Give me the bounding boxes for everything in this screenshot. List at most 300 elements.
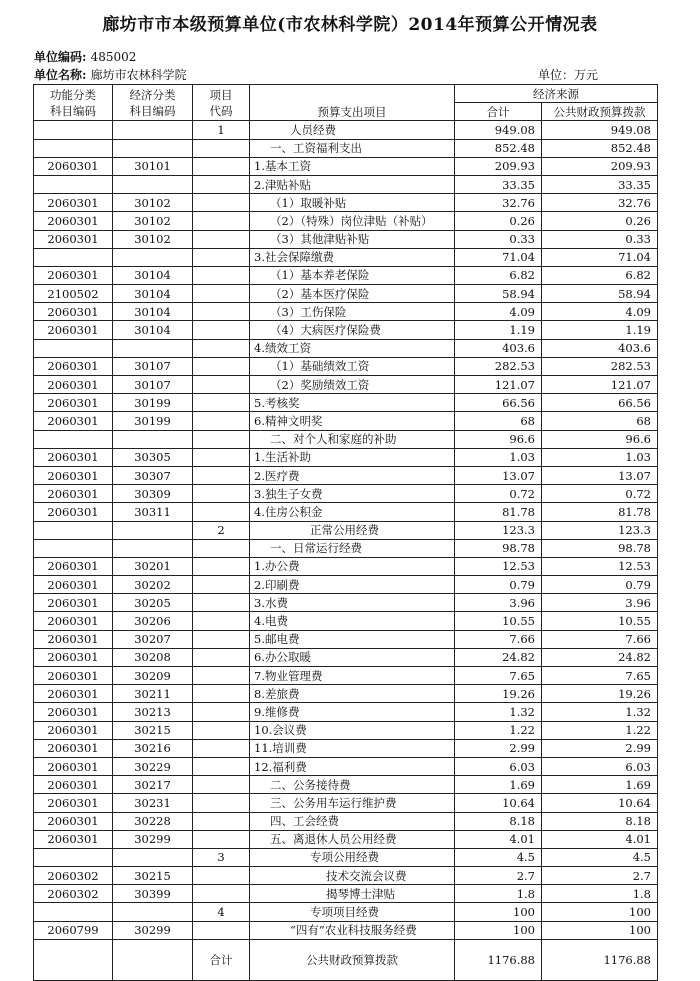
public-cell: 0.79	[542, 576, 658, 594]
item-cell: 3.独生子女费	[250, 485, 455, 503]
func-code-cell	[34, 848, 113, 866]
item-cell: （3）其他津贴补贴	[250, 230, 455, 248]
proj-code-cell	[193, 721, 250, 739]
public-cell: 4.01	[542, 830, 658, 848]
econ-code-cell: 30213	[113, 703, 193, 721]
proj-code-cell	[193, 830, 250, 848]
table-row	[34, 885, 658, 903]
func-code-cell: 2060302	[34, 885, 113, 903]
public-cell: 2.7	[542, 867, 658, 885]
func-code-cell: 2060301	[34, 485, 113, 503]
public-cell: 1.8	[542, 885, 658, 903]
total-cell: 8.18	[455, 812, 542, 830]
item-cell: 揭琴博士津贴	[250, 885, 455, 903]
table-row	[34, 539, 658, 557]
public-cell: 121.07	[542, 376, 658, 394]
total-cell: 4.01	[455, 830, 542, 848]
public-cell: 403.6	[542, 339, 658, 357]
public-cell: 3.96	[542, 594, 658, 612]
item-cell: （4）大病医疗保险费	[250, 321, 455, 339]
public-cell: 1.32	[542, 703, 658, 721]
econ-code-cell	[113, 430, 193, 448]
total-cell: 7.66	[455, 630, 542, 648]
proj-code-cell	[193, 194, 250, 212]
public-cell: 10.55	[542, 612, 658, 630]
econ-code-cell: 30208	[113, 648, 193, 666]
proj-code-cell	[193, 175, 250, 193]
header-econ	[113, 85, 193, 121]
table-row	[34, 721, 658, 739]
total-cell: 121.07	[455, 376, 542, 394]
public-cell: 1.03	[542, 448, 658, 466]
table-row	[34, 376, 658, 394]
econ-code-cell	[113, 248, 193, 266]
func-code-cell: 2060301	[34, 794, 113, 812]
item-cell: 11.培训费	[250, 739, 455, 757]
func-code-cell: 2060301	[34, 776, 113, 794]
func-code-cell: 2060301	[34, 685, 113, 703]
public-cell: 33.35	[542, 175, 658, 193]
proj-code-cell	[193, 357, 250, 375]
table-row	[34, 157, 658, 175]
econ-code-cell: 30216	[113, 739, 193, 757]
total-empty-2	[113, 939, 193, 980]
proj-code-cell	[193, 685, 250, 703]
public-cell: 1.69	[542, 776, 658, 794]
item-cell: （2）基本医疗保险	[250, 285, 455, 303]
public-cell: 71.04	[542, 248, 658, 266]
total-cell: 58.94	[455, 285, 542, 303]
func-code-cell: 2060301	[34, 576, 113, 594]
header-func-line1: 功能分类	[50, 87, 96, 102]
table-row	[34, 321, 658, 339]
public-cell: 100	[542, 903, 658, 921]
item-cell: （1）基础绩效工资	[250, 357, 455, 375]
total-cell: 123.3	[455, 521, 542, 539]
func-code-cell: 2060301	[34, 466, 113, 484]
item-cell: 1.办公费	[250, 557, 455, 575]
public-cell: 0.72	[542, 485, 658, 503]
table-row	[34, 648, 658, 666]
func-code-cell: 2060301	[34, 594, 113, 612]
item-cell: 3.社会保障缴费	[250, 248, 455, 266]
total-cell: 1.19	[455, 321, 542, 339]
table-row	[34, 921, 658, 939]
func-code-cell: 2100502	[34, 285, 113, 303]
econ-code-cell: 30307	[113, 466, 193, 484]
func-code-cell: 2060301	[34, 739, 113, 757]
total-cell: 0.72	[455, 485, 542, 503]
total-cell: 4.5	[455, 848, 542, 866]
header-total: 合计	[455, 103, 542, 121]
total-cell: 13.07	[455, 466, 542, 484]
item-cell: 6.办公取暖	[250, 648, 455, 666]
econ-code-cell	[113, 539, 193, 557]
proj-code-cell	[193, 266, 250, 284]
func-code-cell: 2060301	[34, 357, 113, 375]
item-cell: 8.差旅费	[250, 685, 455, 703]
public-cell: 19.26	[542, 685, 658, 703]
table-row	[34, 794, 658, 812]
econ-code-cell: 30107	[113, 376, 193, 394]
econ-code-cell: 30311	[113, 503, 193, 521]
table-row	[34, 630, 658, 648]
public-cell: 949.08	[542, 121, 658, 139]
total-cell: 71.04	[455, 248, 542, 266]
total-cell: 852.48	[455, 139, 542, 157]
total-cell: 1.69	[455, 776, 542, 794]
econ-code-cell	[113, 121, 193, 139]
econ-code-cell	[113, 339, 193, 357]
table-row	[34, 303, 658, 321]
econ-code-cell: 30206	[113, 612, 193, 630]
econ-code-cell: 30107	[113, 357, 193, 375]
econ-code-cell: 30102	[113, 230, 193, 248]
public-cell: 123.3	[542, 521, 658, 539]
total-cell: 10.55	[455, 612, 542, 630]
total-cell: 33.35	[455, 175, 542, 193]
total-cell: 98.78	[455, 539, 542, 557]
table-row	[34, 285, 658, 303]
proj-code-cell	[193, 394, 250, 412]
total-cell: 0.26	[455, 212, 542, 230]
total-cell: 100	[455, 903, 542, 921]
proj-code-cell	[193, 612, 250, 630]
econ-code-cell: 30211	[113, 685, 193, 703]
public-cell: 58.94	[542, 285, 658, 303]
total-cell: 403.6	[455, 339, 542, 357]
total-cell: 949.08	[455, 121, 542, 139]
func-code-cell	[34, 339, 113, 357]
total-item: 公共财政预算拨款	[250, 939, 455, 980]
econ-code-cell: 30228	[113, 812, 193, 830]
table-row	[34, 266, 658, 284]
unit-name-line	[34, 66, 187, 83]
item-cell: 二、公务接待费	[250, 776, 455, 794]
func-code-cell: 2060799	[34, 921, 113, 939]
econ-code-cell: 30299	[113, 830, 193, 848]
item-cell: 9.维修费	[250, 703, 455, 721]
proj-code-cell	[193, 739, 250, 757]
total-sum: 1176.88	[455, 939, 542, 980]
proj-code-cell	[193, 630, 250, 648]
proj-code-cell	[193, 576, 250, 594]
header-func-line2: 科目编码	[50, 103, 96, 118]
proj-code-cell: 4	[193, 903, 250, 921]
total-cell: 96.6	[455, 430, 542, 448]
item-cell: 四、工会经费	[250, 812, 455, 830]
table-body	[34, 121, 658, 980]
item-cell: 一、日常运行经费	[250, 539, 455, 557]
proj-code-cell	[193, 594, 250, 612]
public-cell: 98.78	[542, 539, 658, 557]
public-cell: 100	[542, 921, 658, 939]
total-cell: 81.78	[455, 503, 542, 521]
econ-code-cell	[113, 175, 193, 193]
header-public: 公共财政预算拨款	[542, 103, 658, 121]
total-cell: 282.53	[455, 357, 542, 375]
total-cell: 12.53	[455, 557, 542, 575]
table-row	[34, 485, 658, 503]
econ-code-cell: 30231	[113, 794, 193, 812]
econ-code-cell	[113, 139, 193, 157]
func-code-cell: 2060301	[34, 557, 113, 575]
func-code-cell: 2060301	[34, 321, 113, 339]
proj-code-cell	[193, 376, 250, 394]
page-title: 廊坊市市本级预算单位(市农林科学院）2014年预算公开情况表	[102, 15, 598, 35]
public-cell: 66.56	[542, 394, 658, 412]
public-cell: 7.65	[542, 667, 658, 685]
total-cell: 1.32	[455, 703, 542, 721]
func-code-cell: 2060301	[34, 721, 113, 739]
unit-code-value: 485002	[90, 50, 137, 64]
proj-code-cell	[193, 212, 250, 230]
total-public: 1176.88	[542, 939, 658, 980]
public-cell: 13.07	[542, 466, 658, 484]
table-row	[34, 903, 658, 921]
item-cell: 5.邮电费	[250, 630, 455, 648]
econ-code-cell: 30199	[113, 394, 193, 412]
table-row	[34, 430, 658, 448]
func-code-cell: 2060301	[34, 667, 113, 685]
total-cell: 100	[455, 921, 542, 939]
item-cell: （3）工伤保险	[250, 303, 455, 321]
func-code-cell: 2060301	[34, 757, 113, 775]
total-row	[34, 939, 658, 980]
header-item	[250, 85, 455, 121]
public-cell: 0.33	[542, 230, 658, 248]
total-label: 合计	[193, 939, 250, 980]
item-cell: 五、离退休人员公用经费	[250, 830, 455, 848]
econ-code-cell	[113, 521, 193, 539]
func-code-cell: 2060301	[34, 448, 113, 466]
public-cell: 32.76	[542, 194, 658, 212]
public-cell: 4.09	[542, 303, 658, 321]
total-cell: 24.82	[455, 648, 542, 666]
unit-code-label: 单位编码:	[34, 50, 87, 64]
table-row	[34, 703, 658, 721]
total-cell: 66.56	[455, 394, 542, 412]
proj-code-cell	[193, 430, 250, 448]
table-row	[34, 121, 658, 139]
proj-code-cell: 3	[193, 848, 250, 866]
item-cell: 6.精神文明奖	[250, 412, 455, 430]
item-cell: 1.基本工资	[250, 157, 455, 175]
table-row	[34, 776, 658, 794]
econ-code-cell: 30202	[113, 576, 193, 594]
func-code-cell: 2060301	[34, 503, 113, 521]
item-cell: （2）（特殊）岗位津贴（补贴）	[250, 212, 455, 230]
proj-code-cell	[193, 157, 250, 175]
econ-code-cell: 30215	[113, 867, 193, 885]
proj-code-cell	[193, 230, 250, 248]
table-row	[34, 357, 658, 375]
public-cell: 1.22	[542, 721, 658, 739]
proj-code-cell	[193, 466, 250, 484]
func-code-cell: 2060301	[34, 266, 113, 284]
public-cell: 6.82	[542, 266, 658, 284]
header-proj-line1: 项目	[209, 87, 233, 102]
public-cell: 0.26	[542, 212, 658, 230]
budget-table	[33, 84, 658, 981]
table-row	[34, 848, 658, 866]
proj-code-cell	[193, 703, 250, 721]
table-row	[34, 194, 658, 212]
item-cell: 2.医疗费	[250, 466, 455, 484]
func-code-cell	[34, 139, 113, 157]
item-cell: 专项公用经费	[250, 848, 455, 866]
unit-note: 单位：万元	[538, 68, 599, 82]
item-cell: 技术交流会议费	[250, 867, 455, 885]
func-code-cell: 2060301	[34, 230, 113, 248]
func-code-cell	[34, 175, 113, 193]
func-code-cell: 2060301	[34, 394, 113, 412]
econ-code-cell: 30201	[113, 557, 193, 575]
header-econ-line1: 经济分类	[129, 87, 176, 102]
proj-code-cell	[193, 339, 250, 357]
proj-code-cell	[193, 885, 250, 903]
total-cell: 2.99	[455, 739, 542, 757]
proj-code-cell	[193, 921, 250, 939]
func-code-cell: 2060301	[34, 703, 113, 721]
func-code-cell: 2060301	[34, 830, 113, 848]
header-source: 经济来源	[455, 85, 658, 103]
item-cell: （2）奖励绩效工资	[250, 376, 455, 394]
total-cell: 209.93	[455, 157, 542, 175]
econ-code-cell: 30199	[113, 412, 193, 430]
public-cell: 2.99	[542, 739, 658, 757]
proj-code-cell	[193, 412, 250, 430]
proj-code-cell	[193, 812, 250, 830]
item-cell: 5.考核奖	[250, 394, 455, 412]
item-cell: 人员经费	[250, 121, 455, 139]
econ-code-cell: 30207	[113, 630, 193, 648]
header-proj	[193, 85, 250, 121]
public-cell: 12.53	[542, 557, 658, 575]
item-cell: 3.水费	[250, 594, 455, 612]
econ-code-cell: 30399	[113, 885, 193, 903]
econ-code-cell: 30205	[113, 594, 193, 612]
total-cell: 3.96	[455, 594, 542, 612]
item-cell: （1）取暖补贴	[250, 194, 455, 212]
proj-code-cell	[193, 557, 250, 575]
item-cell: 一、工资福利支出	[250, 139, 455, 157]
proj-code-cell	[193, 667, 250, 685]
public-cell: 96.6	[542, 430, 658, 448]
proj-code-cell	[193, 485, 250, 503]
item-cell: 7.物业管理费	[250, 667, 455, 685]
econ-code-cell: 30299	[113, 921, 193, 939]
header-row-1	[34, 85, 658, 103]
total-cell: 6.82	[455, 266, 542, 284]
econ-code-cell: 30102	[113, 194, 193, 212]
table-row	[34, 175, 658, 193]
public-cell: 24.82	[542, 648, 658, 666]
unit-code-line	[34, 48, 136, 65]
func-code-cell: 2060301	[34, 157, 113, 175]
public-cell: 6.03	[542, 757, 658, 775]
public-cell: 81.78	[542, 503, 658, 521]
func-code-cell: 2060301	[34, 376, 113, 394]
public-cell: 1.19	[542, 321, 658, 339]
proj-code-cell	[193, 776, 250, 794]
func-code-cell	[34, 248, 113, 266]
func-code-cell: 2060301	[34, 194, 113, 212]
public-cell: 10.64	[542, 794, 658, 812]
item-cell: 三、公务用车运行维护费	[250, 794, 455, 812]
total-cell: 32.76	[455, 194, 542, 212]
total-cell: 1.03	[455, 448, 542, 466]
table-row	[34, 830, 658, 848]
public-cell: 282.53	[542, 357, 658, 375]
proj-code-cell	[193, 648, 250, 666]
econ-code-cell: 30229	[113, 757, 193, 775]
func-code-cell: 2060301	[34, 303, 113, 321]
func-code-cell: 2060301	[34, 630, 113, 648]
table-row	[34, 867, 658, 885]
table-row	[34, 412, 658, 430]
proj-code-cell	[193, 321, 250, 339]
table-row	[34, 757, 658, 775]
item-cell: 4.电费	[250, 612, 455, 630]
func-code-cell: 2060301	[34, 812, 113, 830]
table-row	[34, 466, 658, 484]
public-cell: 68	[542, 412, 658, 430]
table-row	[34, 576, 658, 594]
item-cell: 1.生活补助	[250, 448, 455, 466]
table-row	[34, 739, 658, 757]
econ-code-cell: 30309	[113, 485, 193, 503]
func-code-cell	[34, 121, 113, 139]
table-row	[34, 521, 658, 539]
table-row	[34, 394, 658, 412]
total-cell: 0.33	[455, 230, 542, 248]
proj-code-cell	[193, 794, 250, 812]
proj-code-cell	[193, 867, 250, 885]
header-func	[34, 85, 113, 121]
total-cell: 7.65	[455, 667, 542, 685]
econ-code-cell: 30104	[113, 285, 193, 303]
total-cell: 68	[455, 412, 542, 430]
econ-code-cell	[113, 903, 193, 921]
public-cell: 209.93	[542, 157, 658, 175]
item-cell: 二、对个人和家庭的补助	[250, 430, 455, 448]
item-cell: 12.福利费	[250, 757, 455, 775]
total-cell: 2.7	[455, 867, 542, 885]
header-item-label: 预算支出项目	[317, 105, 387, 120]
econ-code-cell: 30104	[113, 266, 193, 284]
total-cell: 19.26	[455, 685, 542, 703]
header-proj-line2: 代码	[209, 103, 233, 118]
econ-code-cell: 30101	[113, 157, 193, 175]
proj-code-cell	[193, 448, 250, 466]
table-row	[34, 448, 658, 466]
econ-code-cell: 30217	[113, 776, 193, 794]
func-code-cell: 2060301	[34, 612, 113, 630]
total-cell: 0.79	[455, 576, 542, 594]
item-cell: 10.会议费	[250, 721, 455, 739]
item-cell: “四有”农业科技服务经费	[250, 921, 455, 939]
item-cell: 2.印刷费	[250, 576, 455, 594]
econ-code-cell	[113, 848, 193, 866]
item-cell: 4.绩效工资	[250, 339, 455, 357]
total-cell: 1.8	[455, 885, 542, 903]
func-code-cell: 2060302	[34, 867, 113, 885]
proj-code-cell	[193, 248, 250, 266]
table-row	[34, 248, 658, 266]
table-row	[34, 139, 658, 157]
total-empty-1	[34, 939, 113, 980]
